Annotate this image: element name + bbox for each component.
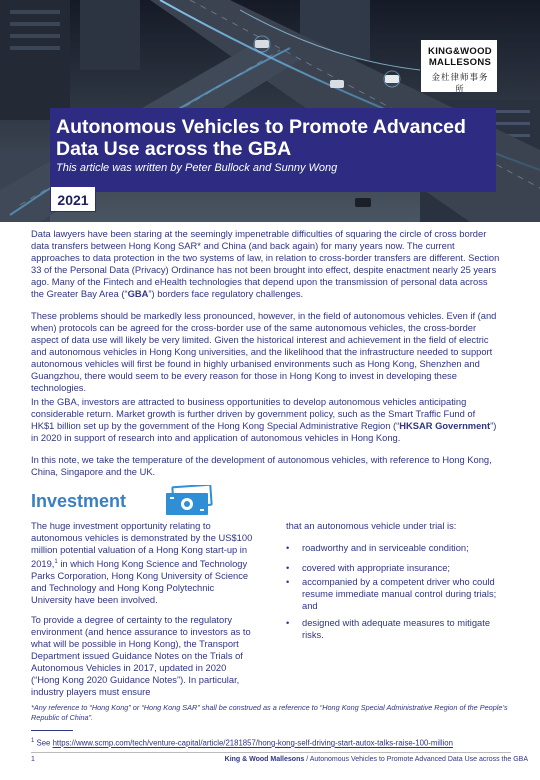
list-item bbox=[286, 576, 512, 612]
investment-right-intro: that an autonomous vehicle under trial is: bbox=[286, 521, 457, 531]
title-banner bbox=[50, 108, 496, 192]
footnote-ref-1[interactable]: 1 bbox=[54, 559, 58, 565]
list-item bbox=[286, 562, 512, 574]
footnote-divider bbox=[31, 730, 73, 731]
page-number: 1 bbox=[31, 756, 35, 763]
list-item bbox=[286, 542, 512, 554]
investment-left-paragraph-2: To provide a degree of certainty to the regulatory environment (and hence assurance to investors as to what will be possible in Hong Kong), the Transport Department issued Guidance Notes on the Trials of Autonomous Vehicles in 2017, updated in 2020 (“Hong Kong 2020 Guidance Notes”). In particular, industry players must ensure bbox=[31, 615, 251, 697]
intro-p3-text-b: ”) in 2020 in support of research into and application of autonomous vehicles in Hong Kong. bbox=[31, 421, 497, 443]
list-item-text: roadworthy and in serviceable condition; bbox=[302, 543, 469, 553]
list-item-text: covered with appropriate insurance; bbox=[302, 563, 451, 573]
bullet-mark: • bbox=[286, 543, 290, 553]
intro-p3-text-a: In the GBA, investors are attracted to business opportunities to develop autonomous vehicles anticipating considerable return. Market growth is further driven by government policy, such as the Smart Traffic Fund of HK$1 billion set up by the government of the Hong Kong Special Administrative Region (“ bbox=[31, 397, 476, 431]
intro-p3-bold: HKSAR Government bbox=[399, 421, 491, 431]
intro-paragraph-1 bbox=[31, 228, 501, 300]
footnote-number: 1 bbox=[31, 738, 35, 744]
footer-divider bbox=[31, 752, 511, 753]
footer-separator: / bbox=[304, 756, 310, 763]
footnote-link[interactable]: https://www.scmp.com/tech/venture-capital/article/2181857/hong-kong-self-driving-start-autox-talks-raise-100-million bbox=[52, 738, 453, 748]
jurisdiction-note: *Any reference to “Hong Kong” or “Hong Kong SAR” shall be construed as a reference to “Hong Kong Special Administrative Region of the People’s Republic of China”. bbox=[31, 703, 508, 722]
bullet-mark: • bbox=[286, 618, 290, 628]
section-heading-investment: Investment bbox=[31, 491, 127, 511]
footnote-prefix: See bbox=[34, 738, 53, 748]
list-item bbox=[286, 617, 512, 641]
logo-line-1: KING&WOOD bbox=[428, 46, 492, 57]
invest-p1-text-b: in which Hong Kong Science and Technology Parks Corporation, Hong Kong University of Science and Technology and Hong Kong Polytechnic University have been involved. bbox=[31, 559, 249, 606]
year-label: 2021 bbox=[57, 192, 89, 208]
intro-paragraph-4: In this note, we take the temperature of the development of autonomous vehicles, with reference to Hong Kong, China, Singapore and the UK. bbox=[31, 455, 492, 477]
logo-line-3: 金杜律师事务所 bbox=[431, 72, 489, 94]
page-title: Autonomous Vehicles to Promote Advanced Data Use across the GBA bbox=[56, 116, 466, 160]
invest-p1-text-a: The huge investment opportunity relating to autonomous vehicles is demonstrated by the US$100 million potential valuation of a Hong Kong start-up in 2019, bbox=[31, 521, 253, 570]
intro-paragraph-2: These problems should be markedly less pronounced, however, in the field of autonomous vehicles. Even if (and when) protocols can be agreed for the cross-border use of the same autonomous vehicles, the cross-border aspect of data use will likely be very limited. Given the historical interest and achievement in the field of electric and autonomous vehicles in Hong Kong universities, and the likelihood that the infrastructure needed to support autonomous vehicles will first be found in highly urbanised environments such as Hong Kong, Shenzhen and Guangzhou, there would seem to be every reason for those in Hong Kong to invest in developing these technologies. bbox=[31, 311, 497, 393]
intro-p1-text-a: Data lawyers have been staring at the seemingly impenetrable difficulties of squaring the circle of cross border data transfers between Hong Kong SAR* and China (and back again) for many years now. The current approaches to data protection in the two systems of law, in relation to cross-border transfers are different. Section 33 of the Personal Data (Privacy) Ordinance has not been brought into effect, despite enactment nearly 25 years ago. Many of the Fintech and eHealth technologies that depend upon the transmission of personal data across the Greater Bay Area (“ bbox=[31, 229, 500, 299]
intro-paragraph-3 bbox=[31, 396, 501, 444]
list-item-text: accompanied by a competent driver who could resume immediate manual control during trials; and bbox=[302, 577, 497, 611]
byline: This article was written by Peter Bullock and Sunny Wong bbox=[56, 162, 338, 174]
intro-p1-bold: GBA bbox=[127, 289, 149, 299]
money-icon bbox=[163, 485, 215, 522]
intro-p1-text-b: ”) borders face regulatory challenges. bbox=[148, 289, 304, 299]
footnote-1 bbox=[31, 738, 453, 748]
logo-line-2: MALLESONS bbox=[428, 57, 492, 68]
list-item-text: designed with adequate measures to mitigate risks. bbox=[302, 618, 491, 640]
running-footer bbox=[225, 756, 528, 763]
footer-doc-title: Autonomous Vehicles to Promote Advanced Data Use across the GBA bbox=[309, 756, 528, 763]
kwm-logo bbox=[421, 40, 497, 92]
year-badge bbox=[50, 186, 96, 212]
bullet-mark: • bbox=[286, 563, 290, 573]
bullet-mark: • bbox=[286, 577, 290, 587]
investment-left-paragraph-1 bbox=[31, 520, 257, 606]
footer-firm: King & Wood Mallesons bbox=[224, 756, 305, 763]
